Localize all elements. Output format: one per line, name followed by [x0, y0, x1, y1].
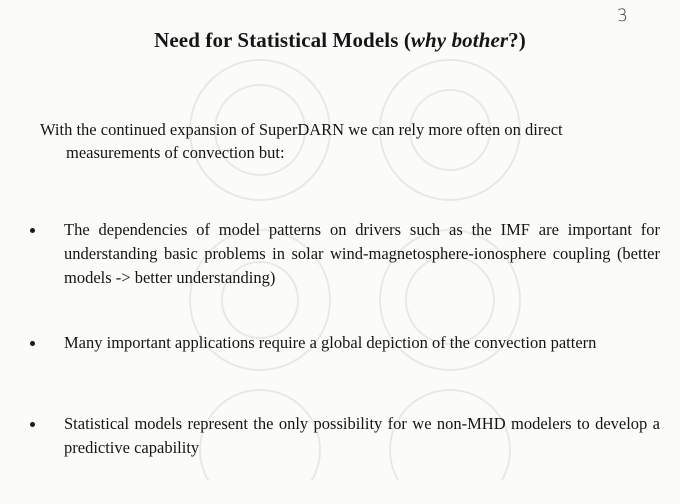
page-title	[0, 28, 680, 53]
title-main: Need for Statistical Models (	[154, 28, 411, 52]
bullet-dot-icon	[30, 228, 35, 233]
bullet-item	[30, 331, 660, 355]
intro-line-1: With the continued expansion of SuperDARN we can rely more often on direct	[40, 120, 563, 139]
bullet-item	[30, 218, 660, 290]
bullet-text: Many important applications require a global depiction of the convection pattern	[64, 333, 597, 352]
title-qualifier: why bother	[410, 28, 509, 52]
intro-line-2: measurements of convection but:	[66, 143, 285, 162]
intro-paragraph	[40, 118, 650, 164]
handwritten-page-number: 3	[616, 5, 629, 27]
bullet-text: Statistical models represent the only possibility for we non-MHD modelers to develop a predictive capability	[64, 414, 660, 457]
bullet-dot-icon	[30, 422, 35, 427]
bullet-dot-icon	[30, 341, 35, 346]
bullet-text: The dependencies of model patterns on drivers such as the IMF are important for understanding basic problems in solar wind-magnetosphere-ionosphere coupling (better models -> better understanding)	[64, 220, 660, 287]
bullet-item	[30, 412, 660, 460]
title-end: ?)	[508, 28, 526, 52]
